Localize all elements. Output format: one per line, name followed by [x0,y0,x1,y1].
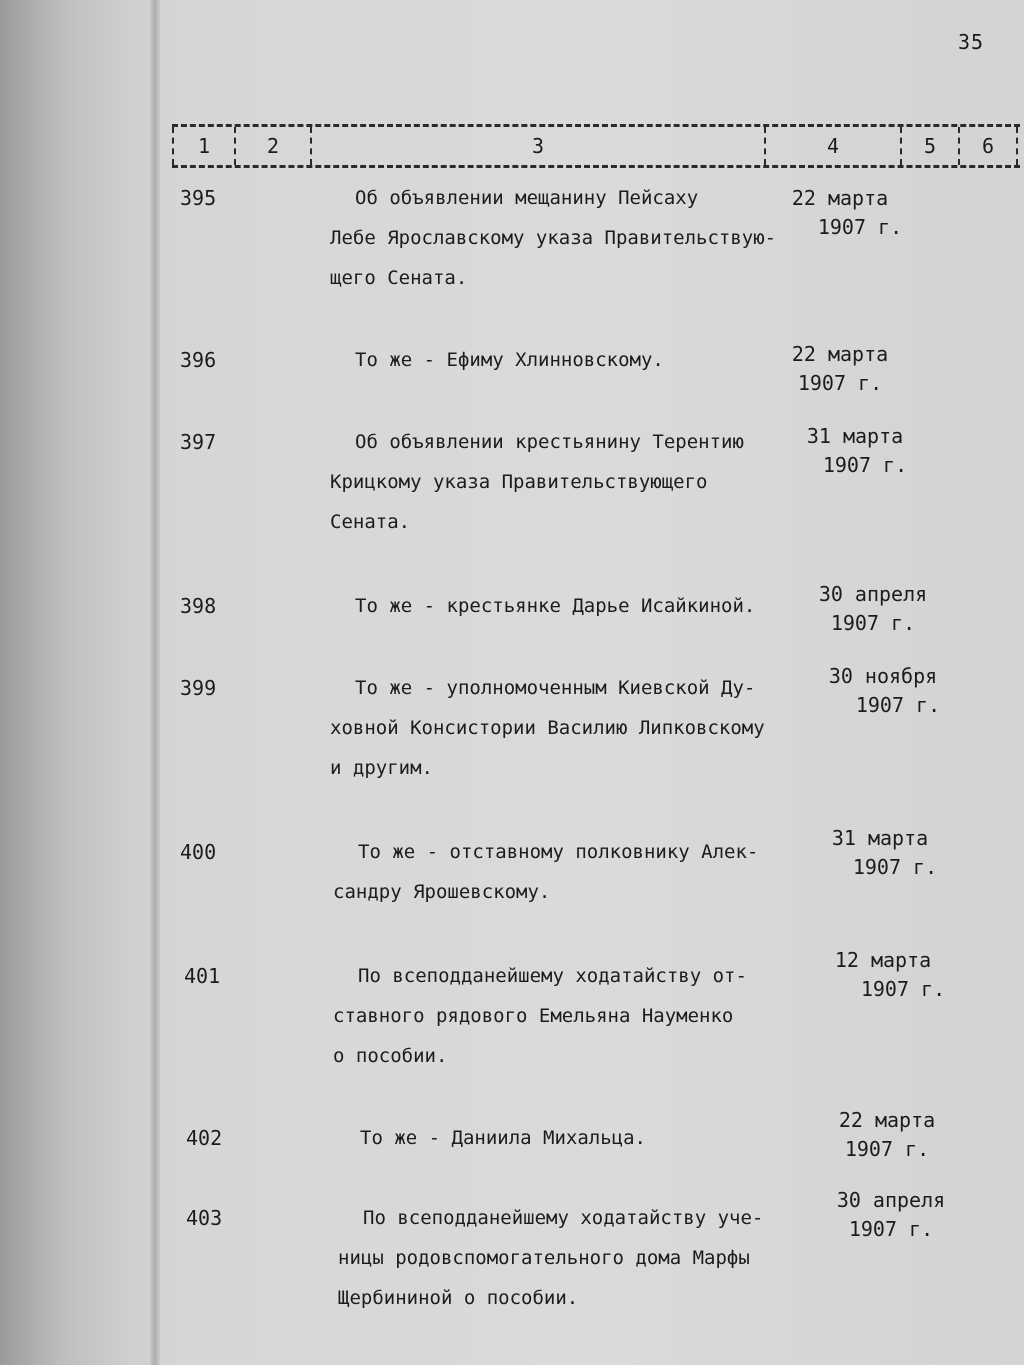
entry-date [775,340,905,398]
entry-date [818,946,948,1004]
date-year: 1907 г. [848,1217,934,1241]
header-col-3: 3 [310,127,764,165]
entry-date [815,824,945,882]
description-line: То же - крестьянке Дарье Исайкиной. [355,595,756,617]
description-line: ховной Консистории Василию Липковскому [330,717,765,739]
description-line: Крицкому указа Правительствующего [330,471,708,493]
entry-description [333,832,758,912]
entry-description [333,956,747,1076]
entry-number: 398 [180,594,217,618]
entry-number: 399 [180,676,217,700]
entry-number: 402 [186,1126,223,1150]
description-line: щего Сената. [330,267,468,289]
date-day: 22 марта [791,186,889,210]
header-col-4: 4 [764,127,900,165]
entry-description [330,340,664,380]
entry-number: 401 [184,964,221,988]
description-line: То же - уполномоченным Киевской Ду- [355,677,756,699]
entry-description [330,668,765,788]
description-line: По всеподданейшему ходатайству от- [358,965,747,987]
entry-date [808,580,938,638]
entry-description [330,422,744,542]
date-year: 1907 г. [860,977,946,1001]
header-col-2: 2 [234,127,310,165]
entry-number: 396 [180,348,217,372]
description-line: ницы родовспомогательного дома Марфы [338,1247,750,1269]
description-line: По всеподданейшему ходатайству уче- [363,1207,764,1229]
description-line: Лебе Ярославскому указа Правительствую- [330,227,777,249]
date-day: 22 марта [838,1108,936,1132]
entry-date [790,422,920,480]
table-header [172,124,1020,168]
date-day: 30 ноября [828,664,938,688]
header-col-6: 6 [958,127,1018,165]
entry-description [335,1118,646,1158]
entry-date [775,184,905,242]
description-line: и другим. [330,757,433,779]
description-line: То же - Даниила Михальца. [360,1127,646,1149]
description-line: о пособии. [333,1045,448,1067]
header-col-5: 5 [900,127,958,165]
page-binding-shadow [150,0,160,1365]
date-day: 31 марта [806,424,904,448]
date-day: 30 апреля [836,1188,946,1212]
entry-number: 400 [180,840,217,864]
entry-date [826,1186,956,1244]
entry-number: 395 [180,186,217,210]
entry-description [338,1198,763,1318]
entry-number: 397 [180,430,217,454]
entry-date [818,662,948,720]
description-line: Об объявлении мещанину Пейсаху [355,187,699,209]
entry-description [330,178,776,298]
date-year: 1907 г. [797,371,883,395]
description-line: Сената. [330,511,411,533]
description-line: То же - отставному полковнику Алек- [358,841,759,863]
description-line: ставного рядового Емельяна Науменко [333,1005,734,1027]
entry-description [330,586,755,626]
date-year: 1907 г. [852,855,938,879]
header-col-1: 1 [172,127,234,165]
date-year: 1907 г. [817,215,903,239]
date-year: 1907 г. [855,693,941,717]
date-day: 30 апреля [818,582,928,606]
entry-number: 403 [186,1206,223,1230]
entry-date [822,1106,952,1164]
description-line: То же - Ефиму Хлинновскому. [355,349,664,371]
date-day: 12 марта [834,948,932,972]
date-year: 1907 г. [822,453,908,477]
date-day: 22 марта [791,342,889,366]
date-day: 31 марта [831,826,929,850]
page-number: 35 [958,30,985,54]
date-year: 1907 г. [844,1137,930,1161]
description-line: Об объявлении крестьянину Терентию [355,431,744,453]
description-line: сандру Ярошевскому. [333,881,551,903]
description-line: Щербининой о пособии. [338,1287,579,1309]
date-year: 1907 г. [830,611,916,635]
